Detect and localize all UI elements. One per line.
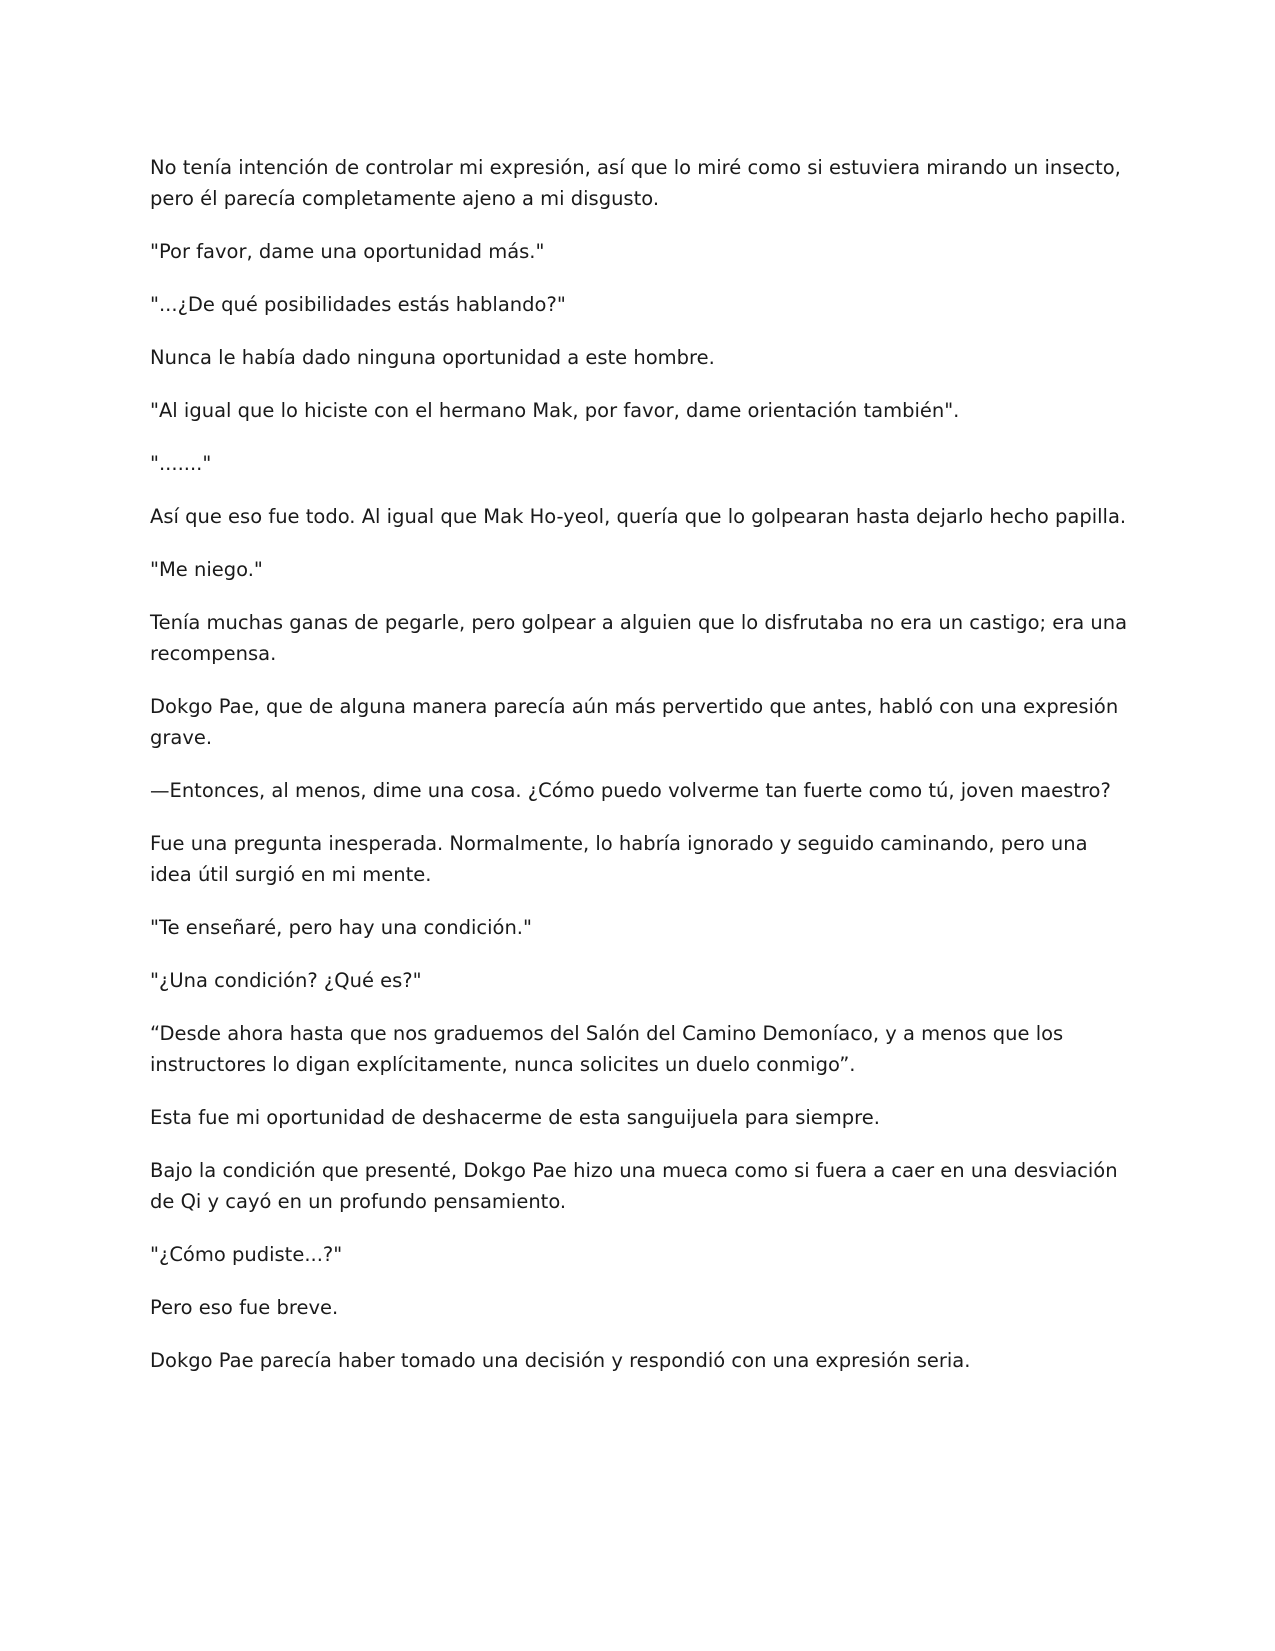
- paragraph: —Entonces, al menos, dime una cosa. ¿Cómo puedo volverme tan fuerte como tú, joven maestro?: [150, 779, 1111, 802]
- paragraph: No tenía intención de controlar mi expresión, así que lo miré como si estuviera mirando un insecto, pero él parecía completamente ajeno a mi disgusto.: [150, 156, 1121, 210]
- paragraph: Nunca le había dado ninguna oportunidad a este hombre.: [150, 346, 715, 369]
- paragraph: Así que eso fue todo. Al igual que Mak Ho-yeol, quería que lo golpearan hasta dejarlo hecho papilla.: [150, 505, 1127, 528]
- paragraph: “Desde ahora hasta que nos graduemos del Salón del Camino Demoníaco, y a menos que los instructores lo digan explícitamente, nunca solicites un duelo conmigo”.: [150, 1022, 1064, 1076]
- paragraph: "¿Una condición? ¿Qué es?": [150, 969, 422, 992]
- document-body: [150, 152, 1135, 1398]
- paragraph: "Por favor, dame una oportunidad más.": [150, 240, 545, 263]
- paragraph: Bajo la condición que presenté, Dokgo Pae hizo una mueca como si fuera a caer en una desviación de Qi y cayó en un profundo pensamiento.: [150, 1159, 1118, 1213]
- paragraph: Dokgo Pae, que de alguna manera parecía aún más pervertido que antes, habló con una expresión grave.: [150, 695, 1119, 749]
- paragraph: "Me niego.": [150, 558, 263, 581]
- paragraph: "...¿De qué posibilidades estás hablando?": [150, 293, 566, 316]
- paragraph: ".......": [150, 452, 212, 475]
- paragraph: Tenía muchas ganas de pegarle, pero golpear a alguien que lo disfrutaba no era un castigo; era una recompensa.: [150, 611, 1128, 665]
- paragraph: Esta fue mi oportunidad de deshacerme de esta sanguijuela para siempre.: [150, 1106, 880, 1129]
- paragraph: Pero eso fue breve.: [150, 1296, 339, 1319]
- paragraph: "Te enseñaré, pero hay una condición.": [150, 916, 532, 939]
- paragraph: Fue una pregunta inesperada. Normalmente, lo habría ignorado y seguido caminando, pero una idea útil surgió en mi mente.: [150, 832, 1088, 886]
- paragraph: "¿Cómo pudiste...?": [150, 1243, 343, 1266]
- paragraph: "Al igual que lo hiciste con el hermano Mak, por favor, dame orientación también".: [150, 399, 960, 422]
- paragraph: Dokgo Pae parecía haber tomado una decisión y respondió con una expresión seria.: [150, 1349, 971, 1372]
